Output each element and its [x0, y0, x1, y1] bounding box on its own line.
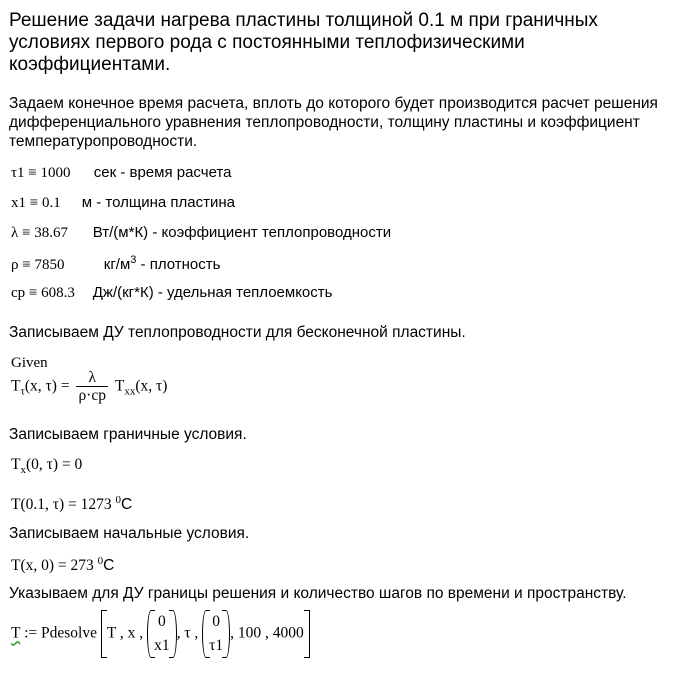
boundary-condition-2[interactable]	[11, 494, 132, 514]
param-desc-unit-exp: 3	[130, 254, 137, 266]
given-keyword[interactable]: Given	[11, 355, 48, 371]
ic-degree: 0	[97, 555, 104, 567]
rhs-args: (x, τ)	[135, 377, 168, 395]
intro-line-2: дифференциального уравнения теплопроводности, толщину пластины и коэффициент	[9, 114, 640, 131]
ic-text: T(x, 0) = 273	[11, 557, 94, 575]
bc1-function: T	[11, 456, 21, 473]
bc1-rest: (0, τ) = 0	[25, 456, 83, 473]
lhs-derivative-var: τ	[20, 385, 25, 398]
param-desc: сек - время расчета	[93, 164, 232, 181]
param-def[interactable]: λ ≡ 38.67	[11, 225, 68, 241]
param-def[interactable]: τ1 ≡ 1000	[11, 165, 71, 181]
section-ic-heading: Записываем начальные условия.	[9, 525, 250, 542]
rhs-function: T	[114, 377, 125, 395]
bc1-derivative-var: x	[20, 464, 26, 477]
param-desc-unit: кг/м	[103, 256, 131, 273]
lhs-function: T	[11, 377, 21, 395]
bc2-degree: 0	[115, 494, 122, 506]
initial-condition[interactable]	[11, 555, 114, 575]
time-range-end: τ1	[209, 637, 224, 654]
title-line-2: условиях первого рода с постоянными теплофизическими	[9, 32, 525, 53]
param-desc	[104, 256, 221, 273]
param-cp[interactable]	[11, 284, 332, 302]
space-range-start: 0	[157, 613, 166, 630]
lhs-args: (x, τ) =	[24, 377, 70, 395]
param-desc-text: - плотность	[136, 256, 221, 273]
space-range-end: x1	[154, 637, 170, 654]
title-line-3: коэффициентами.	[9, 54, 171, 75]
intro-paragraph	[9, 94, 658, 151]
param-desc: Дж/(кг*К) - удельная теплоемкость	[92, 284, 333, 301]
bc2-text: T(0.1, τ) = 1273	[11, 496, 112, 514]
param-lambda[interactable]	[11, 224, 391, 242]
section-bc-heading: Записываем граничные условия.	[9, 426, 247, 443]
time-range-start: 0	[212, 613, 221, 630]
page-title	[9, 10, 598, 76]
bc2-unit: C	[121, 496, 133, 514]
section-de-heading: Записываем ДУ теплопроводности для бесконечной пластины.	[9, 324, 466, 341]
rhs-derivative-var: xx	[124, 385, 136, 398]
intro-line-1: Задаем конечное время расчета, вплоть до которого будет производится расчет решения	[9, 95, 658, 112]
param-desc: Вт/(м*К) - коэффициент теплопроводности	[92, 224, 392, 241]
heat-equation[interactable]	[11, 370, 167, 404]
param-rho[interactable]	[11, 254, 220, 274]
pdesolve-assignment[interactable]	[11, 610, 310, 658]
solve-assign-fn: := Pdesolve	[20, 624, 97, 642]
ic-unit: C	[103, 557, 115, 575]
solve-arg2: , τ ,	[176, 624, 199, 642]
title-line-1: Решение задачи нагрева пластины толщиной 0.1 м при граничных	[9, 10, 598, 31]
time-range-vector	[202, 610, 230, 658]
solve-lhs: T	[11, 624, 21, 642]
intro-line-3: температуропроводности.	[9, 133, 198, 150]
section-solve-heading: Указываем для ДУ границы решения и количество шагов по времени и пространству.	[9, 585, 627, 602]
param-def[interactable]: ρ ≡ 7850	[11, 257, 65, 273]
param-x1[interactable]	[11, 194, 235, 212]
pdesolve-arguments	[101, 610, 310, 658]
solve-arg1: T , x ,	[106, 624, 144, 642]
solve-arg3: , 100 , 4000	[230, 624, 304, 642]
space-range-vector	[147, 610, 177, 658]
param-desc: м - толщина пластина	[81, 194, 235, 211]
boundary-condition-1[interactable]	[11, 456, 82, 476]
fraction-numerator: λ	[88, 369, 96, 386]
param-def[interactable]: x1 ≡ 0.1	[11, 195, 61, 211]
param-tau1[interactable]	[11, 164, 231, 182]
fraction-denominator: ρ·cp	[78, 387, 106, 404]
param-def[interactable]: cp ≡ 608.3	[11, 285, 75, 301]
coefficient-fraction	[76, 370, 108, 404]
